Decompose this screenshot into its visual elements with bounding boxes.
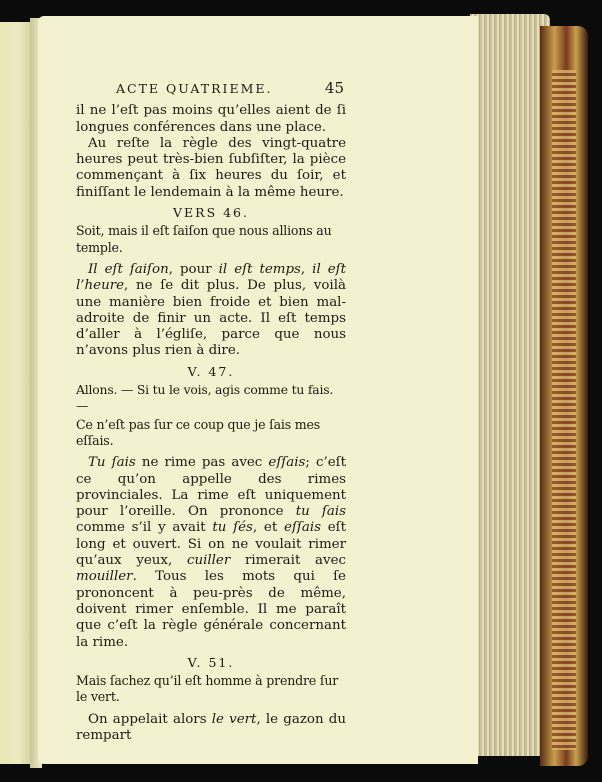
- paragraph-2: Au reſte la règle des vingt-quatre heures peut très-bien ſubſiſter, la pièce commençant à ſix heures du ſoir, et finiſſant le lendemain à la même heure.: [76, 135, 346, 200]
- italic-phrase: le vert: [211, 711, 257, 727]
- italic-phrase: Il eſt ſaiſon: [88, 261, 169, 277]
- page-text: [76, 80, 346, 744]
- paragraph-1: il ne l’eſt pas moins qu’elles aient de ſi longues conférences dans une place.: [76, 103, 346, 135]
- text-run: , ne ſe dit plus. De plus, voilà une manière bien froide et bien mal-adroite de finir un acte. Il eſt temps d’aller à l’égliſe, parce que nous n’avons plus rien à dire.: [76, 278, 346, 359]
- paragraph-4: [76, 455, 346, 651]
- italic-phrase: tu ſais: [295, 504, 346, 520]
- italic-phrase: il eſt l’heure: [76, 261, 346, 294]
- cover-marbling: [552, 70, 576, 750]
- italic-phrase: Tu ſais: [88, 455, 136, 471]
- text-run: . Tous les mots qui ſe prononcent à peu-près de même, doivent rimer enſemble. Il me paraît que c’eſt la règle générale concernant la rime.: [76, 569, 346, 650]
- italic-phrase: il eſt temps: [218, 261, 301, 277]
- running-header: [76, 80, 346, 97]
- text-run: comme s’il y avait: [76, 520, 213, 536]
- text-run: , le gazon du rempart: [76, 711, 346, 743]
- text-run: On appelait alors: [88, 711, 212, 727]
- italic-phrase: eſſais: [284, 520, 321, 536]
- italic-phrase: cuiller: [186, 553, 231, 569]
- italic-phrase: mouiller: [76, 569, 133, 585]
- verse-heading-51: V. 51.: [187, 654, 235, 670]
- verse-heading-47: V. 47.: [187, 363, 235, 379]
- left-page-edge: [0, 22, 31, 764]
- verse-heading-46: VERS 46.: [173, 205, 249, 221]
- text-run: ; c’eſt ce qu’on appelle des rimes provinciales. La rime eſt uniquement pour l’oreille. On prononce: [76, 455, 346, 520]
- verse-quote-46: Soit, mais il eſt ſaiſon que nous allions au temple.: [76, 223, 332, 255]
- text-run: ne rime pas avec: [135, 455, 269, 471]
- italic-phrase: tu ſés: [212, 520, 253, 536]
- verse-quote-51: Mais ſachez qu’il eſt homme à prendre ſur le vert.: [76, 673, 339, 705]
- text-run: ,: [300, 261, 313, 277]
- page-edges: [470, 14, 550, 756]
- paragraph-3: [76, 262, 346, 360]
- verse-quote-47a: Allons. — Si tu le vois, agis comme tu fais. —: [76, 382, 334, 414]
- paragraph-5: [76, 712, 346, 745]
- running-title: ACTE QUATRIEME.: [116, 81, 273, 96]
- text-run: , pour: [168, 261, 219, 277]
- text-run: , et: [252, 520, 284, 536]
- text-run: rimerait avec: [230, 553, 347, 569]
- text-run: eſt long et ouvert. Si on ne voulait rimer qu’aux yeux,: [76, 520, 347, 569]
- page-number: 45: [324, 79, 344, 97]
- italic-phrase: eſſais: [268, 455, 306, 471]
- verse-quote-47b: Ce n’eſt pas ſur ce coup que je ſais mes eſſais.: [76, 416, 321, 448]
